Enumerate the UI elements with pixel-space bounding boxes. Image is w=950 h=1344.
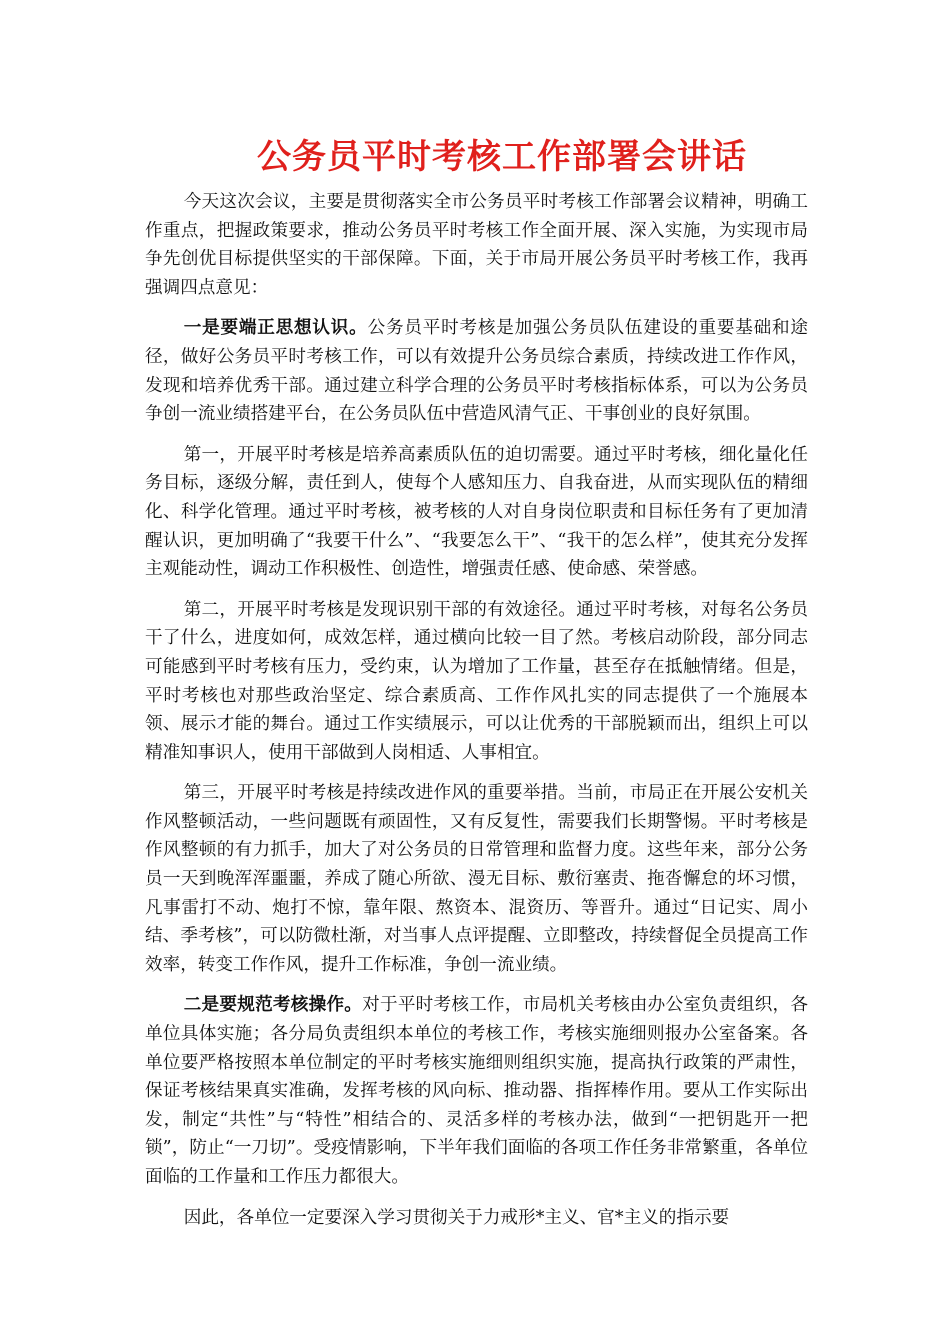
document-title: 公务员平时考核工作部署会讲话 — [257, 137, 747, 177]
paragraph-text: 公务员平时考核是加强公务员队伍建设的重要基础和途径，做好公务员平时考核工作，可以有效提升公务员综合素质，持续改进工作作风，发现和培养优秀干部。通过建立科学合理的公务员平时考核指标体系，可以为公务员争创一流业绩搭建平台，在公务员队伍中营造风清气正、干事创业的良好氛围。 — [145, 318, 808, 425]
paragraph-third — [145, 779, 808, 979]
paragraph-text: 因此，各单位一定要深入学习贯彻关于力戒形*主义、官*主义的指示要 — [183, 1207, 730, 1228]
paragraph-text: 今天这次会议，主要是贯彻落实全市公务员平时考核工作部署会议精神，明确工作重点，把握政策要求，推动公务员平时考核工作全面开展、深入实施，为实现市局争先创优目标提供坚实的干部保障。下面，关于市局开展公务员平时考核工作，我再强调四点意见： — [145, 192, 808, 298]
paragraph-text: 第二，开展平时考核是发现识别干部的有效途径。通过平时考核，对每名公务员干了什么，进度如何，成效怎样，通过横向比较一目了然。考核启动阶段，部分同志可能感到平时考核有压力，受约束，认为增加了工作量，甚至存在抵触情绪。但是，平时考核也对那些政治坚定、综合素质高、工作作风扎实的同志提供了一个施展本领、展示才能的舞台。通过工作实绩展示，可以让优秀的干部脱颖而出，组织上可以精准知事识人，使用干部做到人岗相适、人事相宜。 — [145, 599, 808, 763]
paragraph-point-two — [145, 991, 808, 1191]
paragraph-lead: 二是要规范考核操作。 — [183, 994, 363, 1016]
paragraph-lead: 一是要端正思想认识。 — [183, 317, 368, 339]
paragraph-second — [145, 596, 808, 768]
paragraph-text: 第一，开展平时考核是培养高素质队伍的迫切需要。通过平时考核，细化量化任务目标，逐级分解，责任到人，使每个人感知压力、自我奋进，从而实现队伍的精细化、科学化管理。通过平时考核，被考核的人对自身岗位职责和目标任务有了更加清醒认识，更加明确了“我要干什么”、“我要怎么干”、“我干的怎么样”，使其充分发挥主观能动性，调动工作积极性、创造性，增强责任感、使命感、荣誉感。 — [145, 444, 808, 580]
paragraph-point-one — [145, 314, 808, 428]
paragraph-intro — [145, 188, 808, 302]
document-body — [145, 188, 808, 1244]
paragraph-first — [145, 441, 808, 584]
paragraph-therefore — [145, 1204, 808, 1233]
paragraph-text: 对于平时考核工作，市局机关考核由办公室负责组织，各单位具体实施；各分局负责组织本单位的考核工作，考核实施细则报办公室备案。各单位要严格按照本单位制定的平时考核实施细则组织实施，提高执行政策的严肃性，保证考核结果真实准确，发挥考核的风向标、推动器、指挥棒作用。要从工作实际出发，制定“共性”与“特性”相结合的、灵活多样的考核办法，做到“一把钥匙开一把锁”，防止“一刀切”。受疫情影响，下半年我们面临的各项工作任务非常繁重，各单位面临的工作量和工作压力都很大。 — [145, 995, 808, 1187]
paragraph-text: 第三，开展平时考核是持续改进作风的重要举措。当前，市局正在开展公安机关作风整顿活动，一些问题既有顽固性，又有反复性，需要我们长期警惕。平时考核是作风整顿的有力抓手，加大了对公务员的日常管理和监督力度。这些年来，部分公务员一天到晚浑浑噩噩，养成了随心所欲、漫无目标、敷衍塞责、拖沓懈怠的坏习惯，凡事雷打不动、炮打不惊，靠年限、熬资本、混资历、等晋升。通过“日记实、周小结、季考核”，可以防微杜渐，对当事人点评提醒、立即整改，持续督促全员提高工作效率，转变工作作风，提升工作标准，争创一流业绩。 — [145, 783, 808, 975]
